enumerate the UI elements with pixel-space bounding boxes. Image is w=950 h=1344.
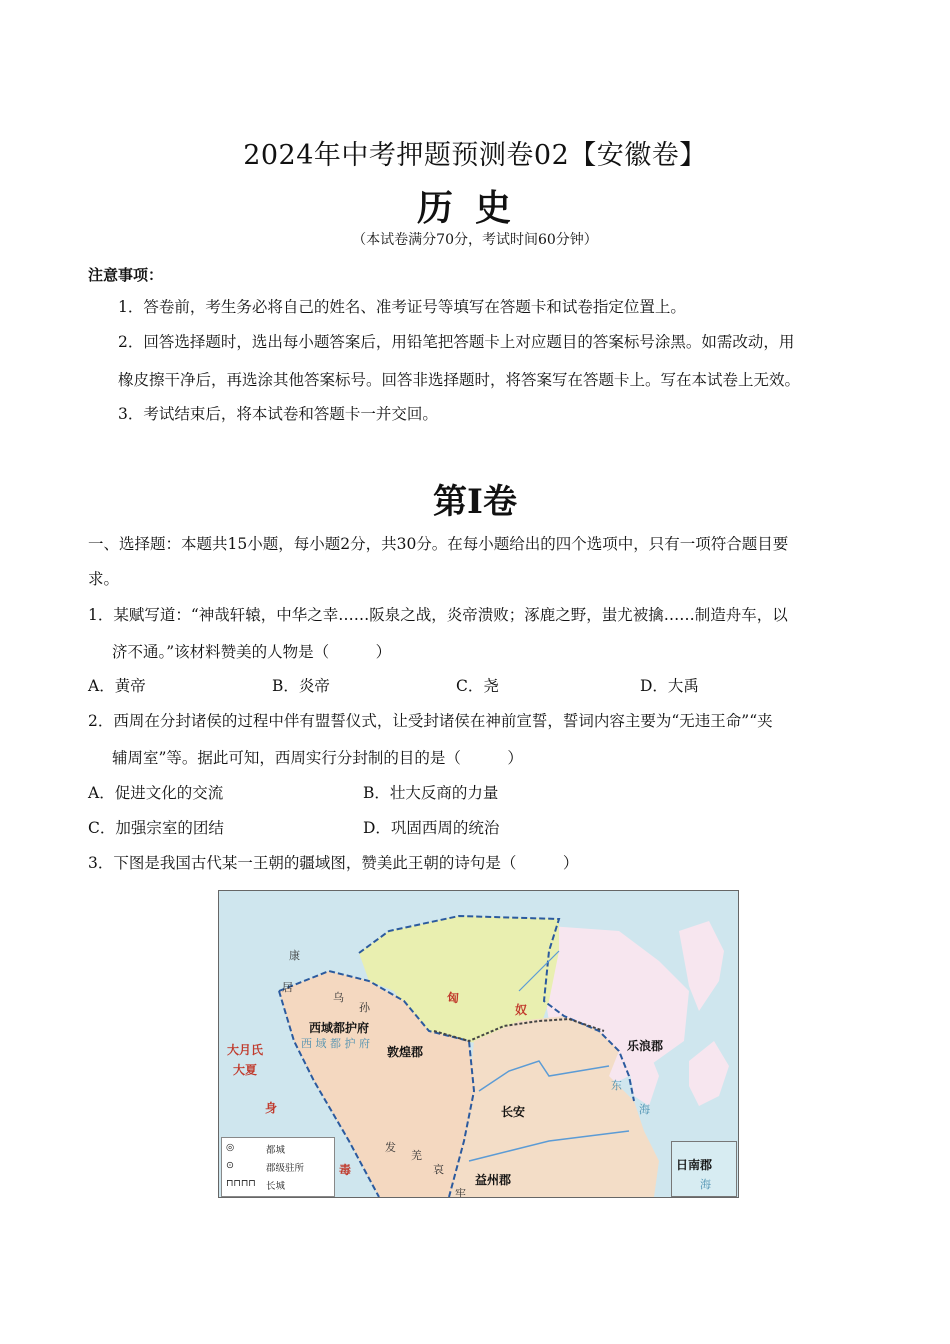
- label-donghai-1: 东: [611, 1079, 622, 1092]
- label-nanhai: 海: [700, 1178, 711, 1191]
- label-wusun-1: 乌: [333, 991, 344, 1004]
- q2-option-d[interactable]: D．巩固西周的统治: [363, 819, 500, 837]
- label-rinan: 日南郡: [676, 1158, 713, 1172]
- label-ailao-1: 哀: [433, 1163, 444, 1176]
- exam-meta: （本试卷满分70分，考试时间60分钟）: [352, 232, 598, 248]
- legend-commandery: 郡级驻所: [266, 1163, 305, 1174]
- section-instructions-line2: 求。: [88, 570, 120, 588]
- label-dunhuang: 敦煌郡: [387, 1045, 424, 1059]
- q2-option-a[interactable]: A．促进文化的交流: [88, 784, 224, 802]
- map-inset: [671, 1141, 737, 1197]
- label-kangju: 康: [289, 949, 300, 962]
- subject-title: 历史: [416, 187, 533, 229]
- q1-option-a[interactable]: A．黄帝: [88, 677, 146, 695]
- label-daxia: 大夏: [233, 1063, 258, 1077]
- q2-option-c[interactable]: C．加强宗室的团结: [88, 819, 224, 837]
- label-fa: 发: [385, 1141, 396, 1154]
- q1-option-b[interactable]: B．炎帝: [272, 677, 330, 695]
- label-xiyu-duhufu: 西域都护府: [309, 1021, 370, 1035]
- notice-heading: 注意事项：: [88, 266, 164, 284]
- q2-stem-line2: 辅周室”等。据此可知，西周实行分封制的目的是（ ）: [112, 749, 523, 767]
- label-lelang: 乐浪郡: [627, 1039, 664, 1053]
- exam-title: 2024年中考押题预测卷02【安徽卷】: [243, 140, 707, 171]
- notice-item-3: 3．考试结束后，将本试卷和答题卡一并交回。: [118, 405, 438, 423]
- q2-stem-line1: 2．西周在分封诸侯的过程中伴有盟誓仪式，让受封诸侯在神前宣誓，誓词内容主要为“无违王命”“夹: [88, 712, 773, 730]
- section-instructions-line1: 一、选择题：本题共15小题，每小题2分，共30分。在每小题给出的四个选项中，只有一项符合题目要: [88, 535, 789, 553]
- label-yizhou: 益州郡: [475, 1173, 512, 1187]
- q1-stem-line2: 济不通。”该材料赞美的人物是（ ）: [112, 643, 392, 661]
- label-ju: 居: [282, 981, 293, 994]
- label-xiyu-region: 西 域 都 护 府: [301, 1037, 370, 1050]
- legend-wall-icon: ⊓⊓⊓⊓: [226, 1178, 256, 1189]
- label-xiongnu-2: 奴: [515, 1003, 528, 1017]
- notice-item-1: 1．答卷前，考生务必将自己的姓名、准考证号等填写在答题卡和试卷指定位置上。: [118, 298, 686, 316]
- legend-commandery-icon: ⊙: [226, 1160, 234, 1171]
- legend-capital-icon: ◎: [226, 1142, 235, 1153]
- q2-option-b[interactable]: B．壮大反商的力量: [363, 784, 499, 802]
- label-xiongnu-1: 匈: [447, 991, 460, 1005]
- territory-map: [218, 890, 739, 1198]
- q1-option-c[interactable]: C．尧: [456, 677, 499, 695]
- label-donghai-2: 海: [639, 1103, 650, 1116]
- label-dayuezhi: 大月氏: [227, 1043, 264, 1057]
- notice-item-2-line2: 橡皮擦干净后，再选涂其他答案标号。回答非选择题时，将答案写在答题卡上。写在本试卷上无效。: [118, 371, 801, 389]
- label-shendu: 身: [265, 1101, 278, 1115]
- japan-land: [689, 1041, 729, 1106]
- legend-capital: 都城: [266, 1145, 286, 1156]
- q1-option-d[interactable]: D．大禹: [640, 677, 699, 695]
- label-ailao-2: 牢: [455, 1187, 466, 1198]
- q1-stem-line1: 1．某赋写道：“神哉轩辕，中华之幸……阪泉之战，炎帝溃败；涿鹿之野，蚩尤被擒……制造舟车，以: [88, 606, 788, 624]
- section-title: 第Ⅰ卷: [433, 482, 517, 522]
- label-qiang: 羌: [411, 1149, 422, 1162]
- legend-wall: 长城: [266, 1181, 286, 1192]
- q3-stem: 3．下图是我国古代某一王朝的疆域图，赞美此王朝的诗句是（ ）: [88, 854, 579, 872]
- label-wusun-2: 孙: [359, 1001, 370, 1014]
- notice-item-2-line1: 2．回答选择题时，选出每小题答案后，用铅笔把答题卡上对应题目的答案标号涂黑。如需改动，用: [118, 333, 795, 351]
- label-changan: 长安: [501, 1105, 526, 1119]
- label-shendu-2: 毒: [339, 1163, 352, 1177]
- map-legend: [221, 1137, 335, 1197]
